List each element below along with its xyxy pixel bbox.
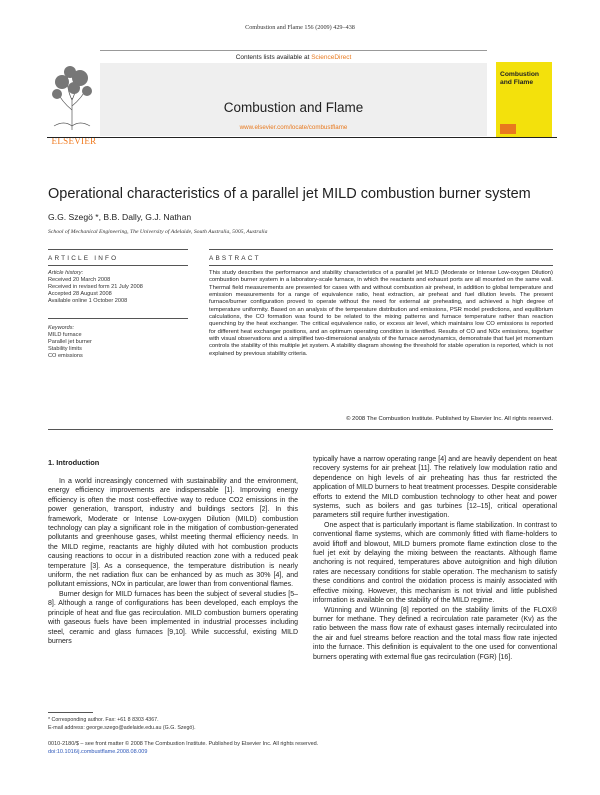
journal-url-link[interactable]: www.elsevier.com/locate/combustflame — [239, 124, 348, 131]
keyword-item: MILD furnace — [48, 332, 82, 338]
article-info-heading: ARTICLE INFO — [48, 255, 119, 262]
keywords-label: Keywords: — [48, 325, 75, 331]
history-label: Article history: — [48, 270, 84, 276]
keyword-item: CO emissions — [48, 353, 83, 359]
history-item: Available online 1 October 2008 — [48, 298, 128, 304]
copyright-line: © 2008 The Combustion Institute. Published by Elsevier Inc. All rights reserved. — [346, 416, 553, 422]
cover-title — [500, 71, 550, 86]
abstract-rule-top — [209, 249, 553, 250]
contents-line — [100, 54, 487, 61]
author-list: G.G. Szegö *, B.B. Dally, G.J. Nathan — [48, 212, 192, 222]
section-heading-introduction: 1. Introduction — [48, 458, 100, 467]
sciencedirect-link[interactable]: ScienceDirect — [311, 54, 352, 61]
contents-prefix: Contents lists available at — [235, 54, 312, 61]
history-item: Received in revised form 21 July 2008 — [48, 284, 143, 290]
footnote-rule — [48, 712, 93, 713]
body-column-right — [313, 455, 557, 662]
journal-title: Combustion and Flame — [223, 100, 364, 115]
issn-line: 0010-2180/$ – see front matter © 2008 The Combustion Institute. Published by Elsevier Inc. All rights reserved. — [48, 741, 319, 747]
footnote-email-line[interactable]: E-mail address: george.szego@adelaide.edu.au (G.G. Szegö). — [48, 725, 196, 731]
cover-publisher-mark — [500, 124, 516, 134]
keyword-item: Parallel jet burner — [48, 339, 92, 345]
running-head: Combustion and Flame 156 (2009) 429–438 — [245, 24, 355, 31]
elsevier-wordmark: ELSEVIER — [51, 136, 97, 146]
issn-block — [48, 740, 368, 756]
abstract-heading: ABSTRACT — [209, 255, 261, 262]
article-info-rule-mid — [48, 265, 188, 266]
body-column-left — [48, 477, 298, 646]
cover-title-line2: and Flame — [500, 78, 534, 86]
keyword-item: Stability limits — [48, 346, 82, 352]
keywords-rule — [48, 318, 188, 319]
cover-title-line1: Combustion — [500, 71, 540, 78]
article-info-rule-top — [48, 249, 188, 250]
banner-top-rule — [100, 50, 487, 51]
paragraph: In a world increasingly concerned with sustainability and the environment, energy efficiency improvements are indispensable [1]. Improving energy efficiency is often the most cost-effective way to reduce CO2 emissions in the power generation, transport, industry and buildings sectors [2]. In this framework, Moderate or Intense Low-oxygen Dilution (MILD) combustion technology can play a significant role in the mitigation of combustion-generated pollutants and greenhouse gases, whilst meeting thermal efficiency needs. In the MILD regime, reactants are highly diluted with hot combustion products causing reactions to occur in a distributed reaction zone with a reduced peak temperature [3]. As a consequence, the temperature distribution is nearly uniform, the net radiation flux can be enhanced by as much as 30% [4], and pollutant emissions, NOx in particular, are lower than from conventional flames. — [48, 478, 298, 589]
footnote-line: * Corresponding author. Fax: +61 8 8303 4367. — [48, 717, 159, 723]
doi-link[interactable]: doi:10.1016/j.combustflame.2008.08.009 — [48, 749, 148, 755]
banner-bottom-rule — [47, 137, 557, 138]
keywords — [48, 325, 188, 360]
footnote — [48, 716, 308, 732]
paragraph: typically have a narrow operating range [4] and are heavily dependent on heat recovery systems for air preheat [11]. The relatively low modulation ratio and dependence on high levels of air preheating has thus far restricted the application of MILD burners to heat treatment processes. Despite considerable efforts to extend the MILD combustion technology to other heat and power systems, such as boilers and gas turbines [12–15], critical operational parameters still require further investigation. — [313, 456, 557, 520]
abstract-rule-bottom — [48, 429, 553, 430]
article-history — [48, 270, 188, 305]
abstract-body: This study describes the performance and stability characteristics of a parallel jet MILD (Moderate or Intense Low-oxygen Dilution) combustion burner system in a laboratory-scale furnace, in which the reactants and exhaust ports are all mounted on the same wall. Thermal field measurements are presented for cases with and without combustion air preheat, in addition to global temperature and emission measurements for a range of equivalence ratio, heat extraction, air preheat and fuel dilution levels. The present furnace/burner configuration proved to operate without the need for external air preheating, and achieved a high degree of temperature uniformity. Based on an analysis of the temperature distribution and emissions, PSR model predictions, and equilibrium calculations, the CO formation was found to be related to the mixing patterns and furnace temperature rather than reaction quenching by the heat exchanger. The critical equivalence ratio, or excess air level, which maintains low CO emissions is reported for different heat exchanger positions, and an optimum operating condition is identified. Results of CO and NOx emissions, together with visual observations and a simplified two-dimensional analysis of the furnace aerodynamics, demonstrate that fuel jet momentum controls the stability of this multiple jet system. A stability diagram showing the threshold for stable operation is reported, which is not explained by previous stability criteria. — [209, 270, 553, 357]
history-item: Received 20 March 2008 — [48, 277, 111, 283]
paragraph: Wünning and Wünning [8] reported on the stability limits of the FLOX® burner for methane. They defined a recirculation rate parameter (Kv) as the ratio between the mass flow rate of exhaust gases internally recirculated into the air and fuel streams before reaction and the total mass flow rate injected into the furnace. This definition is equivalent to the one used for conventional burners operating with external flue gas recirculation (FGR) [16]. — [313, 606, 557, 661]
article-title: Operational characteristics of a parallel jet MILD combustion burner system — [48, 186, 531, 202]
paragraph: Burner design for MILD furnaces has been the subject of several studies [5–8]. Although a range of configurations has been developed, each employs the principle of heat and flue gas recirculation. MILD combustion burners operating with gaseous fuels have been implemented in industrial processes including steel, ceramic and glass furnaces [9,10]. While successful, existing MILD burners — [48, 590, 298, 645]
paragraph: One aspect that is particularly important is flame stabilization. In contrast to conventional flame systems, which are commonly fitted with flame-holders to avoid liftoff and blowout, MILD burners promote flame extinction close to the fuel jet exit by delaying the mixing between the reactants. Although flame anchoring is not required, temperatures above autoignition and high dilution rates are necessary conditions for stable operation. The mechanism to satisfy these conditions and control the oxidation process is mainly associated with effective mixing. However, this mechanism is not trivial and little published information is available on the stability of the MILD regime. — [313, 521, 557, 605]
affiliation: School of Mechanical Engineering, The University of Adelaide, South Australia, 5005, Australia — [48, 229, 268, 235]
abstract-rule-mid — [209, 265, 553, 266]
history-item: Accepted 28 August 2008 — [48, 291, 112, 297]
elsevier-tree-logo — [48, 60, 96, 134]
